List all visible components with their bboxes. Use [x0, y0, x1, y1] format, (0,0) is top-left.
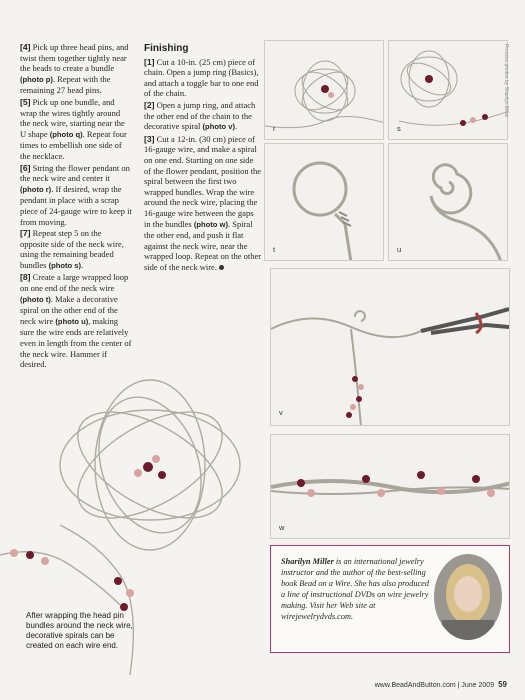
step-number: [5]	[20, 96, 31, 107]
photo-reference: (photo r)	[20, 184, 52, 194]
step-text-cont: . Repeat with the remaining 27 head pins.	[20, 73, 111, 96]
photo-v-label: v	[279, 408, 283, 417]
author-name: Sharilyn Miller	[281, 557, 334, 566]
photo-reference: (photo v)	[202, 122, 236, 132]
step-text: String the flower pendant on the neck wire and center it	[20, 162, 130, 184]
wrapped-neck-wire-illustration	[271, 435, 510, 539]
step-text-cont: . Repeat four times to embellish one side of the necklace.	[20, 128, 127, 161]
instructions-column-left	[20, 42, 132, 371]
step-number: [8]	[20, 272, 31, 283]
finishing-column	[144, 44, 262, 273]
photo-caption: After wrapping the head pin bundles around the neck wire, decorative spirals can be created on each wire end.	[26, 611, 133, 650]
step-text-cont: .	[81, 259, 84, 270]
finishing-step-text-cont: . Spiral the other end, and push it flat against the neck wire, near the wrapped loop. Repeat on the other side of the neck wire.	[144, 218, 262, 272]
finishing-steps	[144, 57, 262, 273]
photo-r-label: r	[273, 124, 276, 133]
photo-w-label: w	[279, 523, 285, 532]
photo-reference: (photo u)	[55, 316, 89, 326]
photo-u-label: u	[397, 245, 402, 254]
step-text-cont: . If desired, wrap the pendant in place with a scrap piece of 24-gauge wire to keep it from moving.	[20, 183, 132, 227]
photo-r	[264, 40, 384, 140]
finishing-step-0	[144, 57, 262, 99]
page-footer	[375, 680, 507, 689]
end-mark-icon	[219, 265, 224, 270]
finishing-step-text: Open a jump ring, and attach the other end of the chain to the decorative spiral	[144, 99, 256, 132]
photo-reference: (photo s)	[48, 260, 82, 270]
finishing-step-number: [1]	[144, 56, 155, 67]
author-bio	[281, 556, 431, 622]
page-number: 59	[498, 680, 507, 689]
finishing-step-2	[144, 134, 262, 273]
step-number: [6]	[20, 162, 31, 173]
photo-s	[388, 40, 508, 140]
footer-site: www.BeadAndButton.com | June 2009	[374, 682, 495, 689]
step-1	[20, 97, 132, 162]
step-number: [4]	[20, 42, 31, 52]
step-text: Pick up one bundle, and wrap the wires tightly around the neck wire, starting near the U shape	[20, 96, 125, 139]
photo-v	[270, 268, 510, 426]
finishing-step-text-cont: .	[235, 121, 238, 132]
step-text: Pick up three head pins, and twist them together tightly near the beads to create a bundle	[20, 42, 129, 74]
finishing-step-number: [3]	[144, 133, 155, 144]
step-0	[20, 42, 132, 96]
step-text: Repeat step 5 on the opposite side of the neck wire, using the remaining beaded bundles	[20, 228, 124, 270]
photo-reference: (photo w)	[193, 219, 228, 229]
flower-pendant-illustration	[265, 41, 384, 140]
step-text-cont: . Make a decorative spiral on the other end of the neck wire	[20, 293, 118, 326]
finishing-step-text: Cut a 10-in. (25 cm) piece of chain. Open a jump ring (Basics), and attach a toggle bar to one end of the chain.	[144, 56, 259, 99]
photo-t-label: t	[273, 245, 276, 254]
photo-u	[388, 143, 508, 261]
finishing-step-1	[144, 100, 262, 133]
wrapped-loop-illustration	[265, 144, 384, 261]
photo-reference: (photo p)	[20, 74, 53, 84]
photo-t	[264, 143, 384, 261]
author-bio-text: is an international jewelry instructor and the author of the best-selling book Bead on a Wire. She has also produced a line of instructional DVDs on wire jewelry making. Visit her Web site at wirejewelrydvds.com.	[281, 557, 430, 621]
step-number: [7]	[20, 228, 31, 239]
finishing-step-number: [2]	[144, 99, 155, 110]
step-text: Create a large wrapped loop on one end of the neck wire	[20, 272, 129, 294]
flower-with-bundles-illustration	[389, 41, 508, 140]
author-bio-box	[270, 545, 510, 653]
step-3	[20, 228, 132, 271]
finishing-step-text: Cut a 12-in. (30 cm) piece of 16-gauge wire, and make a spiral on one end. Starting on one side of the flower pendant, position the spiral between the first two wrapped bundles. Wrap the wire around the neck wire, placing the 16-gauge wire between the gaps in the bundles	[144, 133, 262, 229]
photo-w	[270, 434, 510, 539]
finishing-heading: Finishing	[144, 43, 189, 54]
step-text-cont: , making sure the wire ends are relatively even in length from the center of the neck wire. Hammer if desired.	[20, 315, 132, 370]
photo-reference: (photo t)	[20, 294, 51, 304]
photo-reference: (photo q)	[49, 129, 83, 139]
decorative-spiral-illustration	[389, 144, 508, 261]
step-2	[20, 163, 132, 228]
author-photo	[434, 554, 502, 640]
photo-s-label: s	[397, 124, 401, 133]
step-4	[20, 272, 132, 369]
photo-credit: Process photos by Sharilyn Miller	[503, 44, 509, 118]
chain-attachment-illustration	[271, 269, 510, 426]
